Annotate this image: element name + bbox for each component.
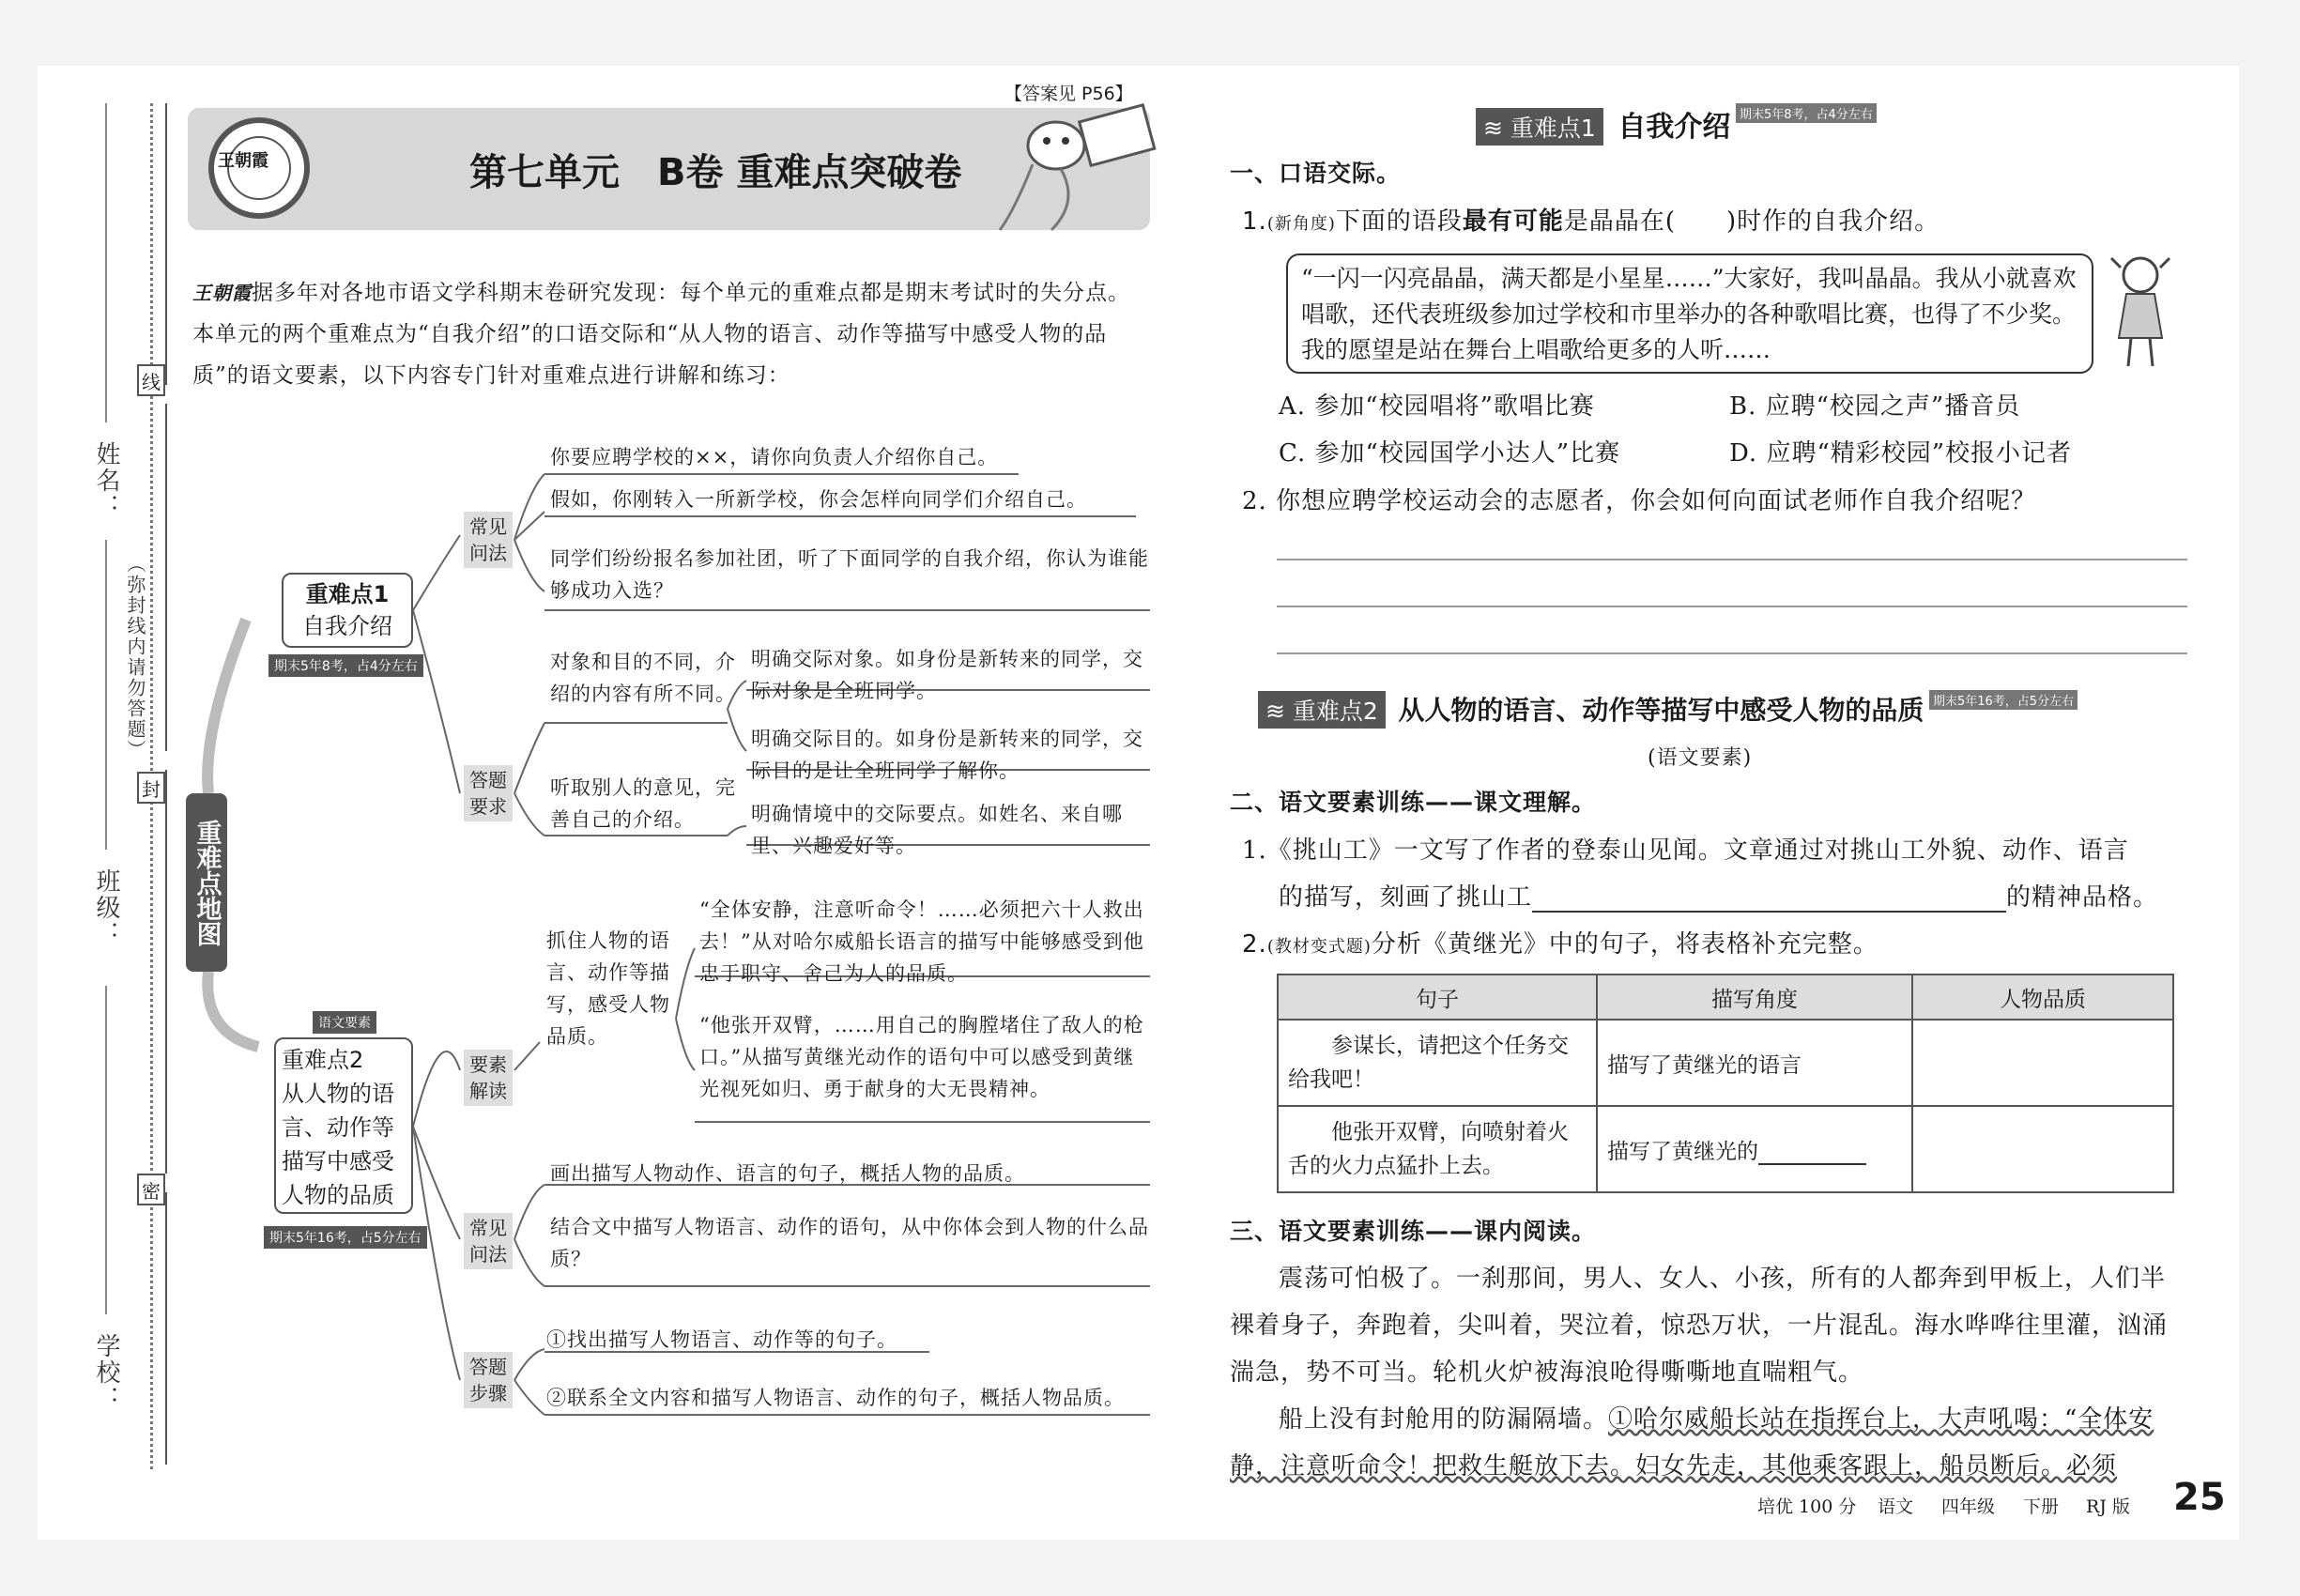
kp2-subtitle: (语文要素) (1648, 746, 1753, 770)
kp1-heading-title: 自我介绍 (1618, 111, 1731, 144)
sub4-item-1: 画出描写人物动作、语言的句子，概括人物的品质。 (550, 1162, 1025, 1185)
sub3-right-1: “全体安静，注意听命令！……必须把六十人救出去！”从对哈尔威船长语言的描写中能够感受到他忠于职守、舍己为人的品质。 (699, 898, 1144, 985)
kp2-node: 重难点2 从人物的语言、动作等描写中感受人物的品质 (274, 1037, 413, 1214)
footer-brand: 培优 100 分 (1757, 1496, 1857, 1517)
question-1-text-a: 下面的语段 (1335, 207, 1463, 236)
question-1-tag: (新角度) (1266, 214, 1336, 234)
footer-volume: 下册 (2023, 1496, 2060, 1517)
seal-line-mark: 线 (137, 364, 165, 396)
answer-line-1[interactable] (1277, 559, 2187, 560)
page-title: 第七单元 B卷 重难点突破卷 (469, 151, 962, 194)
sub2-right-1: 明确交际对象。如身份是新转来的同学，交际对象是全班同学。 (751, 648, 1143, 702)
reading-paragraph-2-marked: ①哈尔威船长站在指挥台上，大声吼喝：“全体安静，注意听命令！把救生艇放下去。妇女先走，其他乘客跟上，船员断后。必须 (1230, 1405, 2154, 1481)
answer-line-2[interactable] (1277, 606, 2187, 607)
table-cell-quality-2[interactable] (1912, 1106, 2173, 1192)
table-cell-angle-2 (1597, 1106, 1912, 1192)
kp1-heading (1476, 103, 1877, 146)
table-cell-sentence-1: 参谋长，请把这个任务交给我吧！ (1278, 1020, 1597, 1106)
question-3-line-1: 1.《挑山工》一文写了作者的登泰山见闻。文章通过对挑山工外貌、动作、语言 (1242, 836, 2129, 865)
kp1-heading-tag: ≋ 重难点1 (1476, 108, 1603, 146)
sub-answer-requirements: 答题要求 (464, 765, 513, 821)
option-c[interactable]: C. 参加“校园国学小达人”比赛 (1279, 439, 1621, 468)
sub2-left-1: 对象和目的不同，介绍的内容有所不同。 (550, 651, 736, 705)
section-3-heading: 三、语文要素训练——课内阅读。 (1230, 1218, 1597, 1245)
question-4-num: 2. (1242, 930, 1267, 959)
seal-secret-mark: 密 (137, 1174, 165, 1205)
table-row (1278, 1020, 2173, 1106)
question-1 (1242, 202, 1940, 237)
class-label: 班级： (92, 868, 120, 947)
kp2-heading-tag-text: 重难点2 (1292, 698, 1378, 725)
kp1-node-title: 自我介绍 (302, 613, 392, 639)
section-2-heading: 二、语文要素训练——课文理解。 (1230, 789, 1597, 816)
sub5-item-2: ②联系全文内容和描写人物语言、动作的句子，概括人物品质。 (546, 1387, 1125, 1409)
page-number: 25 (2173, 1476, 2226, 1519)
kp2-heading (1258, 690, 2078, 729)
kp1-heading-note: 期末5年8考，占4分左右 (1736, 103, 1877, 123)
kp1-node-label: 重难点1 (305, 581, 390, 607)
intro-brand: 王朝霞 (192, 282, 252, 304)
analysis-table (1277, 974, 2174, 1193)
table-cell-angle-1: 描写了黄继光的语言 (1597, 1020, 1912, 1106)
sub1-item-3: 同学们纷纷报名参加社团，听了下面同学的自我介绍，你认为谁能够成功入选？ (550, 547, 1149, 602)
sub2-left-2: 听取别人的意见，完善自己的介绍。 (550, 776, 736, 831)
table-row (1278, 1106, 2173, 1192)
speech-bubble: “一闪一闪亮晶晶，满天都是小星星……”大家好，我叫晶晶。我从小就喜欢唱歌，还代表班级参加过学校和市里举办的各种歌唱比赛，也得了不少奖。我的愿望是站在舞台上唱歌给更多的人听…… (1286, 253, 2093, 374)
reading-paragraph-2 (1230, 1396, 2189, 1490)
sub2-right-3: 明确情境中的交际要点。如姓名、来自哪里、兴趣爱好等。 (751, 803, 1123, 857)
intro-text: 据多年对各地市语文学科期末卷研究发现：每个单元的重难点都是期末考试时的失分点。本单元的两个重难点为“自我介绍”的口语交际和“从人物的语言、动作等描写中感受人物的品质”的语文要素，以下内容专门针对重难点进行讲解和练习： (192, 281, 1130, 388)
kp1-node (282, 573, 413, 648)
table-cell-angle-2-text: 描写了黄继光的 (1607, 1139, 1758, 1164)
question-3-line-2 (1279, 878, 2158, 913)
question-1-emphasis: 最有可能 (1462, 207, 1564, 236)
name-label: 姓名： (92, 441, 120, 520)
footer-subject: 语文 (1878, 1496, 1914, 1517)
question-3-text-end: 的精神品格。 (2006, 883, 2159, 912)
option-b[interactable]: B. 应聘“校园之声”播音员 (1729, 392, 2021, 421)
option-d[interactable]: D. 应聘“精彩校园”校报小记者 (1729, 439, 2073, 468)
table-header-sentence: 句子 (1278, 974, 1597, 1020)
kp2-heading-title: 从人物的语言、动作等描写中感受人物的品质 (1398, 695, 1924, 726)
sub3-left: 抓住人物的语言、动作等描写，感受人物品质。 (546, 929, 670, 1048)
sub-common-questions-1: 常见问法 (464, 512, 513, 568)
question-4 (1242, 925, 1878, 959)
question-4-tag: (教材变式题) (1266, 937, 1372, 957)
sub1-item-2: 假如，你刚转入一所新学校，你会怎样向同学们介绍自己。 (550, 488, 1087, 511)
kp1-note: 期末5年8考，占4分左右 (268, 654, 423, 677)
kp2-tag: 语文要素 (313, 1011, 376, 1034)
table-angle-blank[interactable] (1758, 1141, 1866, 1165)
question-1-text-b: 是晶晶在( )时作的自我介绍。 (1563, 207, 1940, 236)
sub2-right-2: 明确交际目的。如身份是新转来的同学，交际目的是让全班同学了解你。 (751, 728, 1143, 782)
school-label: 学校： (92, 1333, 120, 1412)
sub4-item-2: 结合文中描写人物语言、动作的语句，从中你体会到人物的什么品质？ (550, 1216, 1149, 1270)
seal-seal-mark: 封 (137, 772, 165, 804)
question-3-blank[interactable] (1532, 884, 2006, 913)
reading-paragraph-2-text: 船上没有封舱用的防漏隔墙。 (1279, 1405, 1609, 1434)
answer-reference: 【答案见 P56】 (1004, 84, 1133, 104)
sub1-item-1: 你要应聘学校的××，请你向负责人介绍你自己。 (550, 446, 999, 468)
logo-text: 王朝霞 (218, 151, 268, 171)
girl-character-icon (2108, 249, 2173, 371)
kp1-heading-tag-text: 重难点1 (1510, 115, 1596, 142)
sub3-right-2: “他张开双臂，……用自己的胸膛堵住了敌人的枪口。”从描写黄继光动作的语句中可以感受到黄继光视死如归、勇于献身的大无畏精神。 (699, 1014, 1144, 1100)
mindmap-title: 重难点地图 (186, 793, 227, 972)
option-a[interactable]: A. 参加“校园唱将”歌唱比赛 (1279, 392, 1595, 421)
question-2: 2. 你想应聘学校运动会的志愿者，你会如何向面试老师作自我介绍呢？ (1242, 487, 2037, 515)
table-header-quality: 人物品质 (1912, 974, 2173, 1020)
question-3-text: 的描写，刻画了挑山工 (1279, 883, 1533, 912)
kp2-note: 期末5年16考，占5分左右 (264, 1226, 427, 1249)
sub-answer-steps: 答题步骤 (464, 1352, 513, 1408)
section-1-heading: 一、口语交际。 (1230, 160, 1402, 187)
footer-grade: 四年级 (1941, 1496, 1996, 1517)
kp2-heading-note: 期末5年16考，占5分左右 (1929, 690, 2078, 710)
question-1-num: 1. (1242, 207, 1267, 236)
reading-paragraph-1: 震荡可怕极了。一刹那间，男人、女人、小孩，所有的人都奔到甲板上，人们半裸着身子，奔跑着，尖叫着，哭泣着，惊恐万状，一片混乱。海水哗哗往里灌，汹涌湍急，势不可当。轮机火炉被海浪呛得嘶嘶地直喘粗气。 (1230, 1265, 2169, 1387)
binding-note: （弥封线内请勿答题） (124, 554, 146, 760)
answer-line-3[interactable] (1277, 652, 2187, 654)
table-header-angle: 描写角度 (1597, 974, 1912, 1020)
table-header-row (1278, 974, 2173, 1020)
footer-edition: RJ 版 (2086, 1496, 2130, 1517)
table-cell-sentence-2: 他张开双臂，向喷射着火舌的火力点猛扑上去。 (1278, 1106, 1597, 1192)
table-cell-quality-1[interactable] (1912, 1020, 2173, 1106)
kp2-heading-tag: ≋ 重难点2 (1258, 691, 1386, 729)
sub-common-questions-2: 常见问法 (464, 1213, 513, 1269)
sub-element-explanation: 要素解读 (464, 1050, 513, 1106)
sub5-item-1: ①找出描写人物语言、动作等的句子。 (546, 1328, 897, 1351)
question-4-text: 分析《黄继光》中的句子，将表格补充完整。 (1371, 930, 1878, 959)
